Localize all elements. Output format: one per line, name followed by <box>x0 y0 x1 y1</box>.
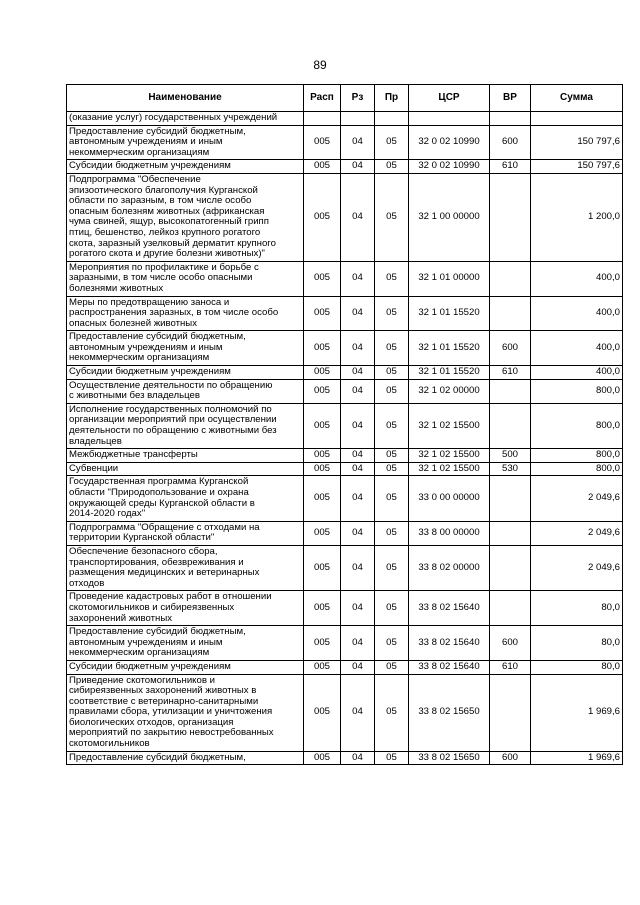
cell-csr: 33 8 02 15650 <box>409 751 490 765</box>
table-row <box>67 545 623 590</box>
cell-pr: 05 <box>375 476 409 521</box>
header-rz: Рз <box>341 85 375 112</box>
cell-pr: 05 <box>375 296 409 331</box>
table-row <box>67 476 623 521</box>
cell-rasp: 005 <box>304 751 341 765</box>
cell-rasp: 005 <box>304 403 341 448</box>
cell-rasp: 005 <box>304 674 341 751</box>
cell-sum: 80,0 <box>531 626 623 661</box>
cell-pr: 05 <box>375 462 409 476</box>
cell-name: Приведение скотомогильников и сибиреязвенных захоронений животных в соответствие с ветеринарно-санитарными правилами сбора, утилизации и уничтожения биологических отходов, организация мероприятий по закрытию невостребованных скотомогильников <box>67 674 304 751</box>
cell-rasp: 005 <box>304 660 341 674</box>
cell-csr: 33 8 02 15640 <box>409 660 490 674</box>
cell-rasp: 005 <box>304 626 341 661</box>
cell-name: Предоставление субсидий бюджетным, автономным учреждениям и иным некоммерческим организациям <box>67 626 304 661</box>
cell-rz: 04 <box>341 591 375 626</box>
cell-pr: 05 <box>375 261 409 296</box>
cell-pr <box>375 112 409 126</box>
cell-rasp: 005 <box>304 379 341 403</box>
cell-name: Предоставление субсидий бюджетным, автономным учреждениям и иным некоммерческим организациям <box>67 331 304 366</box>
cell-name: Субвенции <box>67 462 304 476</box>
cell-csr: 32 1 01 15520 <box>409 296 490 331</box>
cell-vr: 600 <box>490 751 531 765</box>
cell-name: Субсидии бюджетным учреждениям <box>67 160 304 174</box>
cell-vr: 610 <box>490 366 531 380</box>
cell-csr: 32 1 02 15500 <box>409 462 490 476</box>
page-number: 89 <box>313 58 327 72</box>
cell-rz: 04 <box>341 331 375 366</box>
table-row <box>67 112 623 126</box>
cell-name: Подпрограмма "Обеспечение эпизоотического благополучия Курганской области по заразным, в том числе особо опасным болезням животных (африканская чума свиней, ящур, высокопатогенный грипп птиц, бешенство, лейкоз крупного рогатого скота, заразный узелковый дерматит крупного рогатого скота и другие болезни животных)" <box>67 173 304 261</box>
cell-rasp: 005 <box>304 296 341 331</box>
cell-name: Субсидии бюджетным учреждениям <box>67 366 304 380</box>
cell-name: Предоставление субсидий бюджетным, <box>67 751 304 765</box>
cell-vr <box>490 296 531 331</box>
cell-pr: 05 <box>375 160 409 174</box>
cell-csr: 32 1 01 15520 <box>409 366 490 380</box>
cell-pr: 05 <box>375 521 409 545</box>
cell-sum: 400,0 <box>531 296 623 331</box>
cell-rz: 04 <box>341 160 375 174</box>
cell-name: Межбюджетные трансферты <box>67 449 304 463</box>
cell-pr: 05 <box>375 173 409 261</box>
cell-rasp: 005 <box>304 331 341 366</box>
cell-pr: 05 <box>375 125 409 160</box>
cell-csr: 32 0 02 10990 <box>409 125 490 160</box>
cell-csr: 33 8 02 15640 <box>409 626 490 661</box>
cell-name: Подпрограмма "Обращение с отходами на территории Курганской области" <box>67 521 304 545</box>
cell-sum: 1 969,6 <box>531 751 623 765</box>
cell-sum: 80,0 <box>531 591 623 626</box>
cell-rasp: 005 <box>304 545 341 590</box>
cell-pr: 05 <box>375 626 409 661</box>
cell-pr: 05 <box>375 366 409 380</box>
cell-pr: 05 <box>375 403 409 448</box>
cell-rz: 04 <box>341 366 375 380</box>
cell-sum: 1 969,6 <box>531 674 623 751</box>
cell-pr: 05 <box>375 545 409 590</box>
cell-name: Субсидии бюджетным учреждениям <box>67 660 304 674</box>
header-pr: Пр <box>375 85 409 112</box>
cell-rasp: 005 <box>304 476 341 521</box>
table-row <box>67 591 623 626</box>
cell-vr: 610 <box>490 160 531 174</box>
cell-vr <box>490 521 531 545</box>
cell-sum: 1 200,0 <box>531 173 623 261</box>
cell-pr: 05 <box>375 449 409 463</box>
cell-csr: 32 1 02 15500 <box>409 449 490 463</box>
cell-sum: 2 049,6 <box>531 545 623 590</box>
header-vr: ВР <box>490 85 531 112</box>
cell-pr: 05 <box>375 331 409 366</box>
cell-pr: 05 <box>375 751 409 765</box>
cell-pr: 05 <box>375 591 409 626</box>
cell-csr: 32 1 00 00000 <box>409 173 490 261</box>
cell-vr <box>490 173 531 261</box>
table-row <box>67 403 623 448</box>
table-row <box>67 296 623 331</box>
cell-name: Предоставление субсидий бюджетным, автономным учреждениям и иным некоммерческим организациям <box>67 125 304 160</box>
cell-vr: 600 <box>490 331 531 366</box>
cell-rasp <box>304 112 341 126</box>
cell-rz: 04 <box>341 751 375 765</box>
cell-sum: 150 797,6 <box>531 160 623 174</box>
cell-rz: 04 <box>341 296 375 331</box>
table-row <box>67 261 623 296</box>
header-rasp: Расп <box>304 85 341 112</box>
cell-vr <box>490 545 531 590</box>
cell-rz: 04 <box>341 462 375 476</box>
cell-csr: 32 1 01 15520 <box>409 331 490 366</box>
table-row <box>67 449 623 463</box>
cell-rasp: 005 <box>304 125 341 160</box>
cell-vr <box>490 261 531 296</box>
cell-rz: 04 <box>341 379 375 403</box>
cell-rasp: 005 <box>304 521 341 545</box>
cell-sum: 150 797,6 <box>531 125 623 160</box>
cell-rz: 04 <box>341 626 375 661</box>
table-header-row <box>67 85 623 112</box>
cell-rz: 04 <box>341 476 375 521</box>
cell-sum: 800,0 <box>531 379 623 403</box>
cell-vr: 600 <box>490 125 531 160</box>
cell-rz: 04 <box>341 545 375 590</box>
cell-rasp: 005 <box>304 462 341 476</box>
cell-sum: 2 049,6 <box>531 476 623 521</box>
cell-rasp: 005 <box>304 366 341 380</box>
cell-csr: 32 1 02 00000 <box>409 379 490 403</box>
cell-vr: 600 <box>490 626 531 661</box>
cell-vr <box>490 379 531 403</box>
cell-vr <box>490 591 531 626</box>
cell-pr: 05 <box>375 660 409 674</box>
cell-name: Проведение кадастровых работ в отношении скотомогильников и сибиреязвенных захоронений животных <box>67 591 304 626</box>
cell-name: (оказание услуг) государственных учреждений <box>67 112 304 126</box>
cell-vr <box>490 674 531 751</box>
cell-name: Исполнение государственных полномочий по организации мероприятий при осуществлении деятельности по обращению с животными без владельцев <box>67 403 304 448</box>
cell-pr: 05 <box>375 379 409 403</box>
cell-rz: 04 <box>341 125 375 160</box>
cell-vr <box>490 476 531 521</box>
cell-vr <box>490 403 531 448</box>
cell-sum: 2 049,6 <box>531 521 623 545</box>
cell-sum: 800,0 <box>531 403 623 448</box>
cell-rz: 04 <box>341 449 375 463</box>
table-row <box>67 125 623 160</box>
cell-sum: 80,0 <box>531 660 623 674</box>
cell-rz: 04 <box>341 674 375 751</box>
table-row <box>67 366 623 380</box>
cell-csr: 33 8 02 15640 <box>409 591 490 626</box>
cell-rz: 04 <box>341 660 375 674</box>
cell-csr: 33 8 02 00000 <box>409 545 490 590</box>
cell-csr: 32 1 02 15500 <box>409 403 490 448</box>
cell-name: Меры по предотвращению заноса и распространения заразных, в том числе особо опасных болезней животных <box>67 296 304 331</box>
cell-csr: 32 0 02 10990 <box>409 160 490 174</box>
header-name: Наименование <box>67 85 304 112</box>
cell-csr: 33 8 02 15650 <box>409 674 490 751</box>
cell-csr: 33 0 00 00000 <box>409 476 490 521</box>
cell-rasp: 005 <box>304 449 341 463</box>
cell-rz: 04 <box>341 403 375 448</box>
budget-table <box>66 84 623 765</box>
cell-name: Обеспечение безопасного сбора, транспортирования, обезвреживания и размещения медицинских и ветеринарных отходов <box>67 545 304 590</box>
cell-rasp: 005 <box>304 261 341 296</box>
cell-sum: 800,0 <box>531 462 623 476</box>
cell-rasp: 005 <box>304 173 341 261</box>
cell-rz: 04 <box>341 521 375 545</box>
cell-rz: 04 <box>341 261 375 296</box>
cell-csr: 32 1 01 00000 <box>409 261 490 296</box>
table-row <box>67 173 623 261</box>
table-row <box>67 379 623 403</box>
table-row <box>67 160 623 174</box>
cell-sum <box>531 112 623 126</box>
cell-pr: 05 <box>375 674 409 751</box>
table-row <box>67 521 623 545</box>
cell-vr: 500 <box>490 449 531 463</box>
cell-name: Осуществление деятельности по обращению с животными без владельцев <box>67 379 304 403</box>
cell-sum: 800,0 <box>531 449 623 463</box>
table-row <box>67 751 623 765</box>
table-row <box>67 626 623 661</box>
cell-vr: 530 <box>490 462 531 476</box>
cell-rz: 04 <box>341 173 375 261</box>
cell-vr: 610 <box>490 660 531 674</box>
header-csr: ЦСР <box>409 85 490 112</box>
cell-rasp: 005 <box>304 591 341 626</box>
cell-csr: 33 8 00 00000 <box>409 521 490 545</box>
table-row <box>67 660 623 674</box>
cell-vr <box>490 112 531 126</box>
cell-sum: 400,0 <box>531 331 623 366</box>
header-sum: Сумма <box>531 85 623 112</box>
cell-name: Мероприятия по профилактике и борьбе с заразными, в том числе особо опасными болезнями животных <box>67 261 304 296</box>
cell-sum: 400,0 <box>531 261 623 296</box>
cell-name: Государственная программа Курганской области "Природопользование и охрана окружающей среды Курганской области в 2014-2020 годах" <box>67 476 304 521</box>
table-row <box>67 674 623 751</box>
cell-csr <box>409 112 490 126</box>
table-row <box>67 331 623 366</box>
table-row <box>67 462 623 476</box>
cell-rasp: 005 <box>304 160 341 174</box>
cell-rz <box>341 112 375 126</box>
cell-sum: 400,0 <box>531 366 623 380</box>
